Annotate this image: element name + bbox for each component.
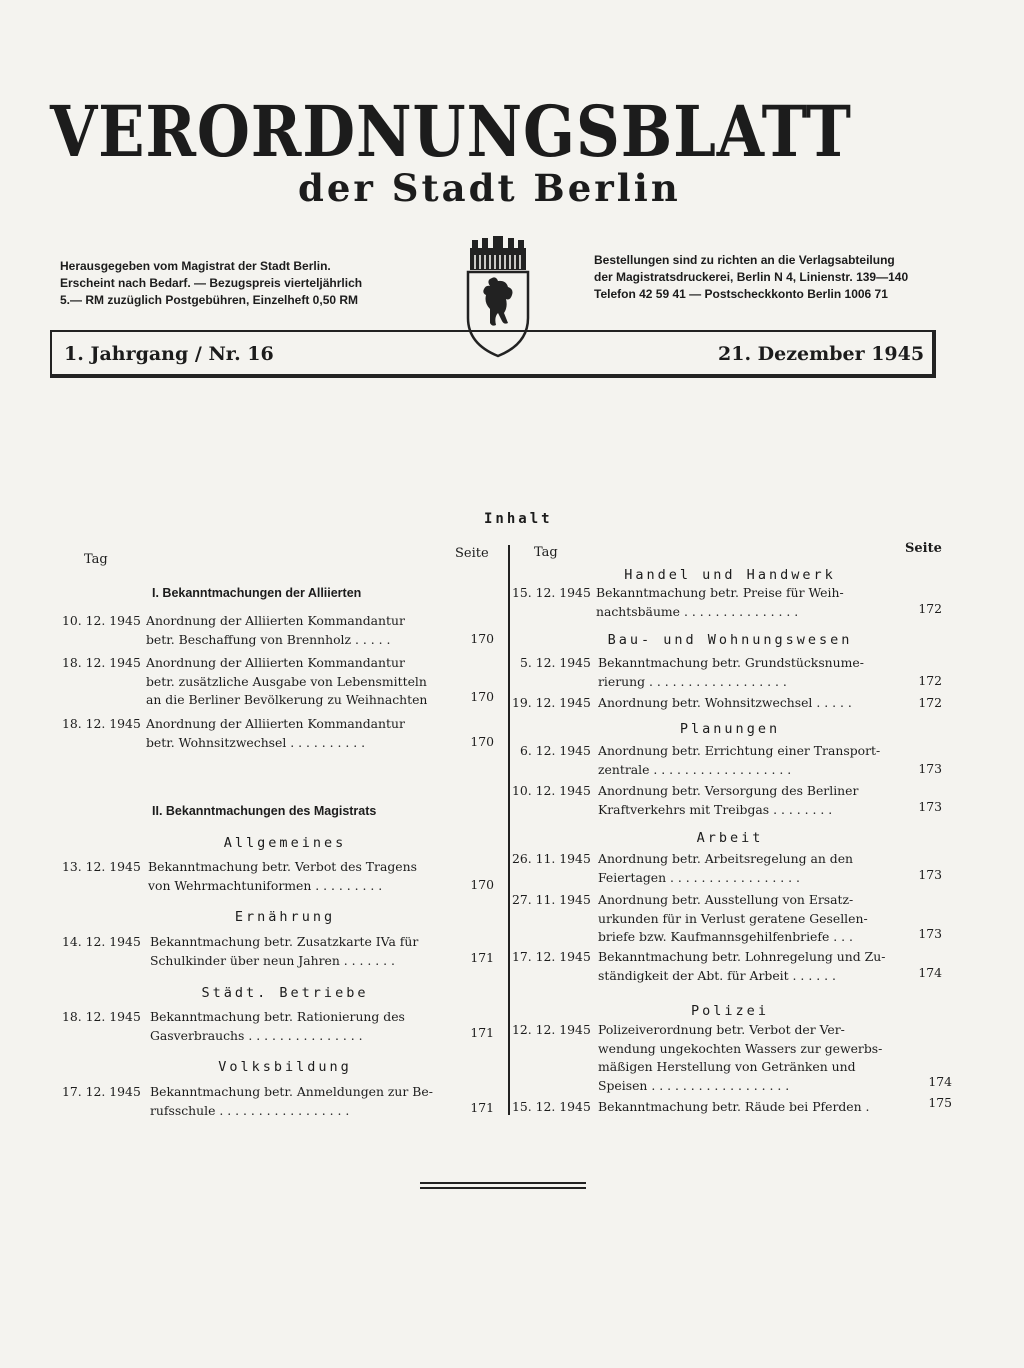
entry-page: 173 [918,926,942,941]
entry-text: Anordnung der Alliierten Kommandantur [146,716,405,731]
entry-text: Speisen . . . . . . . . . . . . . . . . . . [598,1077,790,1093]
entry-text: Anordnung betr. Versorgung des Berliner [598,783,859,798]
band-right-line [932,330,936,378]
subsection-heading: Bau- und Wohnungswesen [607,632,853,648]
entry-date: 17. 12. 1945 [62,1084,141,1099]
contents-heading: Inhalt [484,511,553,527]
subsection-heading: Planungen [679,721,781,737]
entry-date: 12. 12. 1945 [512,1022,591,1037]
entry-date: 17. 12. 1945 [512,949,591,964]
entry-date: 10. 12. 1945 [62,613,141,628]
publisher-line: Herausgegeben vom Magistrat der Stadt Berlin. [60,259,331,273]
entry-date: 18. 12. 1945 [62,1009,141,1024]
entry-text: Schulkinder über neun Jahren . . . . . . . [150,952,395,968]
entry-page: 172 [918,601,942,616]
entry-page: 173 [918,761,942,776]
entry-text: von Wehrmachtuniformen . . . . . . . . . [148,877,383,893]
entry-text: Bekanntmachung betr. Grundstücksnume- [598,655,864,670]
entry-text: Bekanntmachung betr. Preise für Weih- [596,585,844,600]
masthead-subtitle: der Stadt Berlin [298,166,681,210]
entry-page: 170 [470,689,494,704]
subsection-heading: Städt. Betriebe [201,985,369,1001]
entry-date: 27. 11. 1945 [512,892,591,907]
entry-text: Bekanntmachung betr. Anmeldungen zur Be- [150,1084,433,1099]
entry-text: betr. Beschaffung von Brennholz . . . . . [146,631,391,647]
entry-text: betr. Wohnsitzwechsel . . . . . . . . . . [146,734,366,750]
entry-text: an die Berliner Bevölkerung zu Weihnachten [146,692,428,707]
right-seite-header: Seite [905,541,942,556]
section-allies: I. Bekanntmachungen der Alliierten [152,586,362,600]
entry-date: 15. 12. 1945 [512,585,591,600]
entry-page: 174 [928,1074,952,1089]
entry-text: Feiertagen . . . . . . . . . . . . . . . . . [598,869,800,885]
entry-text: Anordnung betr. Wohnsitzwechsel . . . . . [598,695,852,710]
subsection-heading: Ernährung [234,909,336,925]
order-line: Bestellungen sind zu richten an die Verlagsabteilung [594,253,895,267]
entry-date: 13. 12. 1945 [62,859,141,874]
entry-text: Gasverbrauchs . . . . . . . . . . . . . . . [150,1027,363,1043]
entry-text: ständigkeit der Abt. für Arbeit . . . . . . [598,967,836,983]
order-line: Telefon 42 59 41 — Postscheckkonto Berlin 1006 71 [594,287,888,301]
entry-date: 6. 12. 1945 [520,743,591,758]
entry-date: 26. 11. 1945 [512,851,591,866]
section-magistrat: II. Bekanntmachungen des Magistrats [152,804,377,818]
order-line: der Magistratsdruckerei, Berlin N 4, Linienstr. 139—140 [594,270,909,284]
entry-page: 172 [918,673,942,688]
subsection-heading: Allgemeines [223,835,347,851]
entry-text: Anordnung der Alliierten Kommandantur [146,655,405,670]
issue-date: 21. Dezember 1945 [718,343,925,365]
subsection-heading: Arbeit [696,830,764,846]
entry-date: 15. 12. 1945 [512,1099,591,1114]
subsection-heading: Polizei [691,1003,769,1019]
entry-page: 172 [918,695,942,710]
entry-date: 19. 12. 1945 [512,695,591,710]
entry-page: 170 [470,734,494,749]
left-seite-header: Seite [455,546,489,561]
entry-date: 10. 12. 1945 [512,783,591,798]
masthead-title: VERORDNUNGSBLATT [50,90,852,173]
entry-text: Polizeiverordnung betr. Verbot der Ver- [598,1022,845,1037]
entry-page: 170 [470,877,494,892]
entry-text: Anordnung der Alliierten Kommandantur [146,613,405,628]
entry-page: 173 [918,799,942,814]
entry-text: nachtsbäume . . . . . . . . . . . . . . . [596,603,799,619]
entry-text: zentrale . . . . . . . . . . . . . . . . . . [598,761,792,777]
publisher-line: Erscheint nach Bedarf. — Bezugspreis vierteljährlich [60,276,363,290]
entry-text: Anordnung betr. Ausstellung von Ersatz- [598,892,854,907]
end-rule-bottom [420,1187,586,1189]
entry-text: urkunden für in Verlust geratene Gesellen- [598,910,868,926]
entry-text: wendung ungekochten Wassers zur gewerbs- [598,1040,883,1056]
right-tag-header: Tag [534,545,558,560]
entry-page: 171 [470,1100,494,1115]
band-bottom-line [50,374,935,378]
issue-number: 1. Jahrgang / Nr. 16 [64,343,274,365]
subsection-heading: Volksbildung [218,1059,352,1075]
end-rule-top [420,1182,586,1184]
publisher-line: 5.— RM zuzüglich Postgebühren, Einzelheft 0,50 RM [60,293,359,307]
entry-text: Bekanntmachung betr. Lohnregelung und Zu- [598,949,886,964]
entry-page: 171 [470,1025,494,1040]
entry-text: rufsschule . . . . . . . . . . . . . . . . . [150,1102,350,1118]
entry-text: betr. zusätzliche Ausgabe von Lebensmitteln [146,673,427,689]
entry-date: 5. 12. 1945 [520,655,591,670]
order-info [594,252,908,303]
band-left-line [50,330,52,378]
entry-text: Bekanntmachung betr. Rationierung des [150,1009,405,1024]
entry-page: 170 [470,631,494,646]
entry-text: Kraftverkehrs mit Treibgas . . . . . . . . [598,801,833,817]
subsection-heading: Handel und Handwerk [624,567,836,583]
publisher-info [60,258,362,309]
left-tag-header: Tag [84,552,108,567]
entry-page: 175 [928,1095,952,1110]
berlin-bear-crest-icon [462,236,534,358]
entry-page: 171 [470,950,494,965]
entry-date: 14. 12. 1945 [62,934,141,949]
band-top-line [50,330,935,332]
entry-text: Bekanntmachung betr. Räude bei Pferden . [598,1099,870,1114]
entry-text: rierung . . . . . . . . . . . . . . . . . . [598,673,787,689]
entry-text: briefe bzw. Kaufmannsgehilfenbriefe . . . [598,929,853,944]
entry-page: 173 [918,867,942,882]
entry-text: Anordnung betr. Arbeitsregelung an den [598,851,854,866]
entry-date: 18. 12. 1945 [62,655,141,670]
entry-date: 18. 12. 1945 [62,716,141,731]
entry-text: Anordnung betr. Errichtung einer Transport- [598,743,881,758]
entry-page: 174 [918,965,942,980]
entry-text: Bekanntmachung betr. Zusatzkarte IVa für [150,934,419,949]
column-divider [508,545,510,1115]
entry-text: Bekanntmachung betr. Verbot des Tragens [148,859,417,874]
entry-text: mäßigen Herstellung von Getränken und [598,1059,856,1074]
